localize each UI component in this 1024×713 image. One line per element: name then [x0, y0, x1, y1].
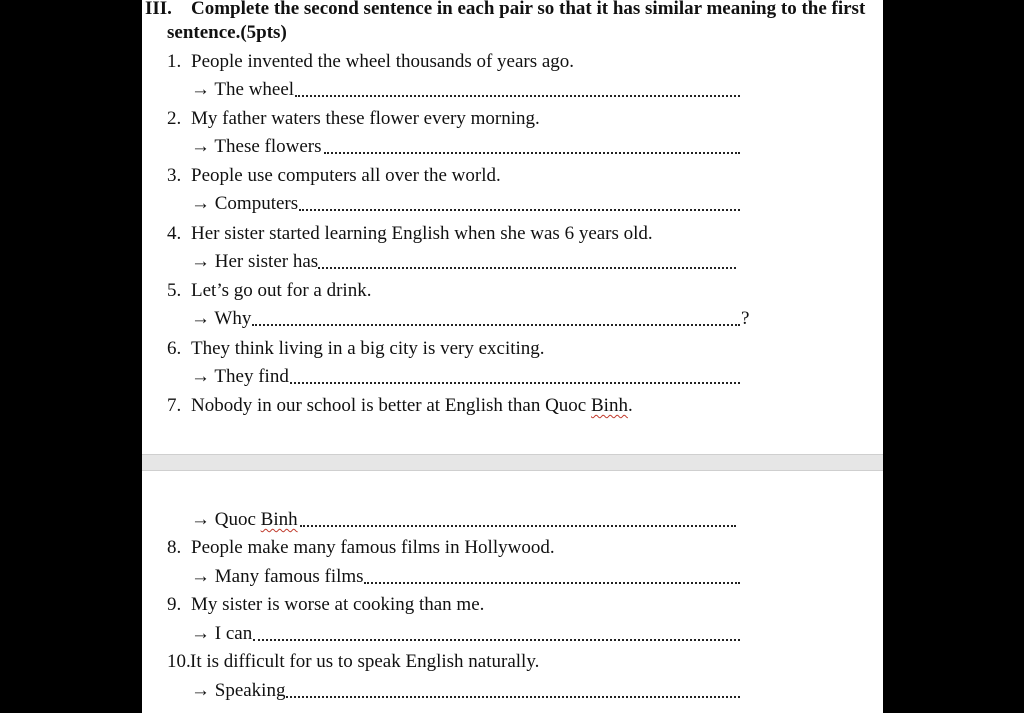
item-2-question: My father waters these flower every morning. [191, 108, 540, 129]
arrow-icon: → [191, 308, 210, 329]
arrow-icon: → [191, 136, 210, 157]
item-10-number: 10. [167, 651, 191, 672]
item-9-answer [191, 622, 252, 646]
item-2-number: 2. [167, 108, 182, 129]
item-5-question-mark: ? [741, 308, 750, 329]
item-3-number: 3. [167, 165, 182, 186]
item-4-number: 4. [167, 223, 182, 244]
item-7-question [191, 394, 633, 418]
item-2-answer [191, 135, 322, 159]
item-4-answer-line[interactable] [318, 266, 736, 269]
item-10-answer [191, 679, 285, 703]
arrow-icon: → [191, 79, 210, 100]
instruction-line-2: sentence.(5pts) [167, 22, 287, 43]
item-8-prompt: Many famous films [214, 566, 364, 587]
spelling-flag: Binh [260, 509, 298, 530]
item-3-prompt: Computers [214, 193, 299, 214]
arrow-icon: → [191, 366, 210, 387]
item-8-number: 8. [167, 537, 182, 558]
item-7-answer-line[interactable] [300, 524, 736, 527]
item-7-question-text: Nobody in our school is better at English than Quoc [191, 395, 591, 416]
item-5-prompt: Why [214, 308, 252, 329]
item-1-number: 1. [167, 51, 182, 72]
item-2-prompt: These flowers [214, 136, 322, 157]
item-4-answer [191, 250, 318, 274]
item-6-answer [191, 365, 289, 389]
item-1-answer-line[interactable] [295, 94, 740, 97]
item-1-answer [191, 78, 294, 102]
item-10-prompt: Speaking [214, 680, 286, 701]
item-4-question: Her sister started learning English when she was 6 years old. [191, 223, 653, 244]
item-3-question: People use computers all over the world. [191, 165, 501, 186]
item-5-question: Let’s go out for a drink. [191, 280, 372, 301]
item-6-answer-line[interactable] [290, 381, 740, 384]
item-3-answer-line[interactable] [299, 208, 740, 211]
arrow-icon: → [191, 509, 210, 530]
item-7-number: 7. [167, 395, 182, 416]
arrow-icon: → [191, 566, 210, 587]
item-6-question: They think living in a big city is very exciting. [191, 338, 545, 359]
arrow-icon: → [191, 623, 210, 644]
arrow-icon: → [191, 193, 210, 214]
item-10-question: It is difficult for us to speak English naturally. [190, 651, 540, 672]
arrow-icon: → [191, 251, 210, 272]
item-2-answer-line[interactable] [324, 151, 740, 154]
item-8-answer [191, 565, 364, 589]
item-8-answer-line[interactable] [364, 581, 740, 584]
item-3-answer [191, 192, 298, 216]
item-5-number: 5. [167, 280, 182, 301]
item-1-prompt: The wheel [214, 79, 295, 100]
item-8-question: People make many famous films in Hollywood. [191, 537, 555, 558]
item-7-prompt: Quoc [214, 509, 261, 530]
item-9-question: My sister is worse at cooking than me. [191, 594, 485, 615]
arrow-icon: → [191, 680, 210, 701]
item-5-answer [191, 307, 251, 331]
item-9-number: 9. [167, 594, 182, 615]
spelling-flag: Binh [591, 395, 628, 416]
item-4-prompt: Her sister has [214, 251, 319, 272]
page-break [142, 454, 883, 471]
item-6-number: 6. [167, 338, 182, 359]
section-number: III. [145, 0, 172, 19]
item-9-prompt: I can [214, 623, 253, 644]
item-7-answer [191, 508, 298, 532]
item-5-answer-line[interactable] [252, 323, 740, 326]
instruction-line-1: Complete the second sentence in each pair so that it has similar meaning to the first [191, 0, 866, 19]
item-6-prompt: They find [214, 366, 289, 387]
item-10-answer-line[interactable] [286, 695, 740, 698]
item-9-answer-line[interactable] [253, 638, 740, 641]
item-7-question-end: . [627, 395, 633, 416]
item-1-question: People invented the wheel thousands of years ago. [191, 51, 575, 72]
